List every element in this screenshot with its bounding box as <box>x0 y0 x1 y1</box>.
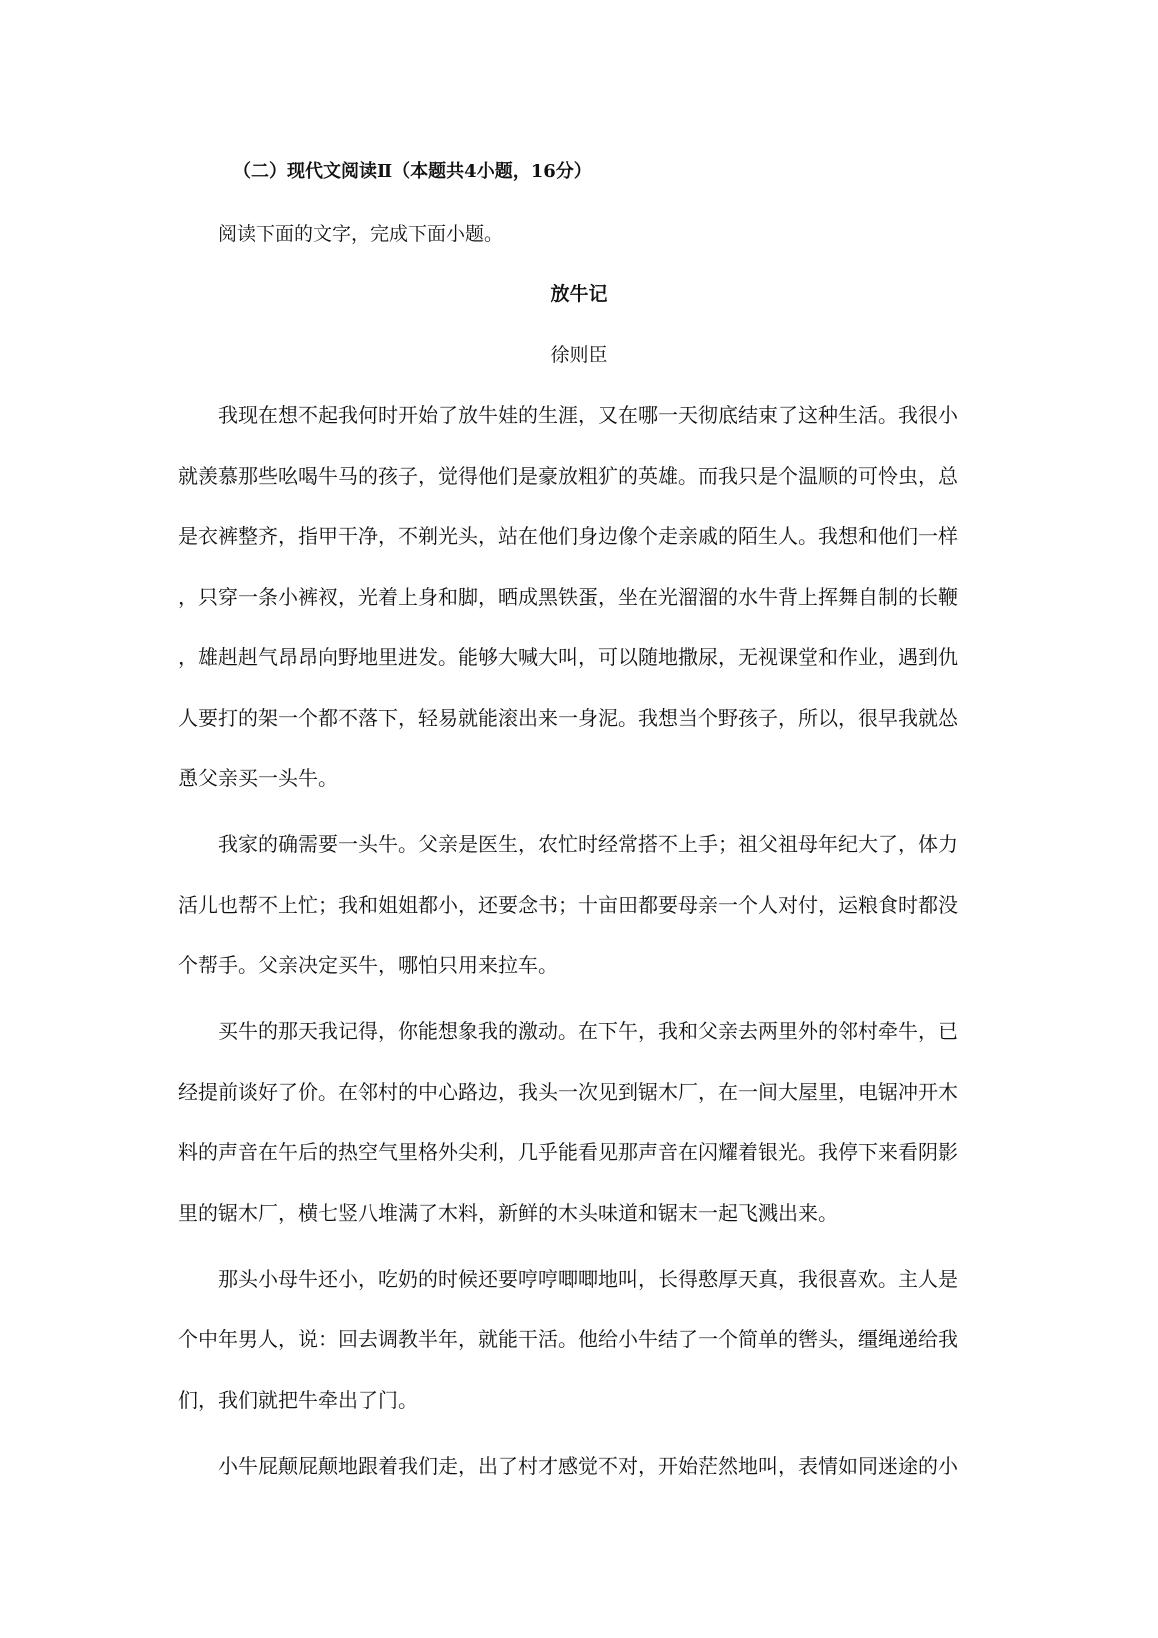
paragraph <box>178 1436 978 1497</box>
text-line: ，只穿一条小裤衩，光着上身和脚，晒成黑铁蛋，坐在光溜溜的水牛背上挥舞自制的长鞭 <box>178 584 958 609</box>
text-line: 我现在想不起我何时开始了放牛娃的生涯，又在哪一天彻底结束了这种生活。我很小 <box>218 403 958 427</box>
paragraph <box>178 1249 978 1436</box>
text-line: 个中年男人，说：回去调教半年，就能干活。他给小牛结了一个简单的辔头，缰绳递给我 <box>178 1327 958 1351</box>
text-line: 们，我们就把牛牵出了门。 <box>178 1387 418 1412</box>
article-body <box>178 385 978 1496</box>
reading-instruction: 阅读下面的文字，完成下面小题。 <box>218 223 504 245</box>
text-line: 个帮手。父亲决定买牛，哪怕只用来拉车。 <box>178 953 558 977</box>
text-line: 我家的确需要一头牛。父亲是医生，农忙时经常搭不上手；祖父祖母年纪大了，体力 <box>218 832 958 856</box>
text-line: 人要打的架一个都不落下，轻易就能滚出来一身泥。我想当个野孩子，所以，很早我就怂 <box>178 705 958 730</box>
text-line: ，雄赳赳气昂昂向野地里进发。能够大喊大叫，可以随地撒尿，无视课堂和作业，遇到仇 <box>178 645 958 669</box>
section-heading: （二）现代文阅读Ⅱ（本题共4小题，16分） <box>233 161 592 182</box>
text-line: 恿父亲买一头牛。 <box>178 766 338 790</box>
text-line: 活儿也帮不上忙；我和姐姐都小，还要念书；十亩田都要母亲一个人对付，运粮食时都没 <box>178 892 958 917</box>
text-line: 那头小母牛还小，吃奶的时候还要哼哼唧唧地叫，长得憨厚天真，我很喜欢。主人是 <box>218 1266 958 1291</box>
text-line: 里的锯木厂，横七竖八堆满了木料，新鲜的木头味道和锯末一起飞溅出来。 <box>178 1200 838 1225</box>
text-line: 经提前谈好了价。在邻村的中心路边，我头一次见到锯木厂，在一间大屋里，电锯冲开木 <box>178 1079 958 1104</box>
text-line: 小牛屁颠屁颠地跟着我们走，出了村才感觉不对，开始茫然地叫，表情如同迷途的小 <box>218 1453 958 1478</box>
article-title: 放牛记 <box>550 283 608 305</box>
article-author: 徐则臣 <box>550 344 608 366</box>
paragraph <box>178 1001 978 1249</box>
text-line: 是衣裤整齐，指甲干净，不剃光头，站在他们身边像个走亲戚的陌生人。我想和他们一样 <box>178 524 958 548</box>
text-line: 料的声音在午后的热空气里格外尖利，几乎能看见那声音在闪耀着银光。我停下来看阴影 <box>178 1140 958 1164</box>
paragraph <box>178 385 978 814</box>
paragraph <box>178 814 978 1001</box>
text-line: 买牛的那天我记得，你能想象我的激动。在下午，我和父亲去两里外的邻村牵牛，已 <box>218 1019 958 1043</box>
text-line: 就羡慕那些吆喝牛马的孩子，觉得他们是豪放粗犷的英雄。而我只是个温顺的可怜虫，总 <box>178 463 958 488</box>
